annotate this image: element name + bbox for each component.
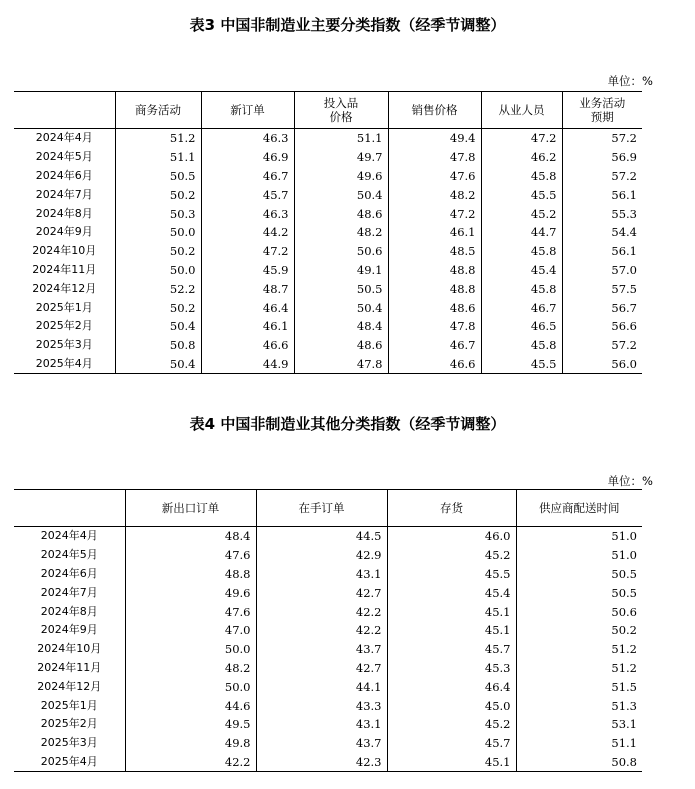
table3-cell: 50.0 [115, 261, 201, 280]
table3-row [14, 355, 642, 374]
table4 [14, 489, 642, 772]
table3-cell: 46.3 [201, 129, 294, 148]
table3-cell: 44.2 [201, 223, 294, 242]
table4-row-label: 2025年4月 [40, 754, 98, 768]
table3-cell: 44.9 [201, 355, 294, 374]
table3-cell: 57.5 [562, 279, 642, 298]
table4-cell: 48.2 [125, 659, 256, 678]
table3-cell: 47.2 [388, 204, 481, 223]
table4-cell: 50.5 [516, 583, 642, 602]
table3-column-header: 业务活动 预期 [562, 92, 642, 129]
table3-cell: 56.1 [562, 242, 642, 261]
table3-column-header: 从业人员 [481, 92, 562, 129]
table3-cell: 46.7 [201, 167, 294, 186]
table4-cell: 42.7 [256, 583, 387, 602]
table3-cell: 46.2 [481, 148, 562, 167]
table3-cell: 50.2 [115, 185, 201, 204]
table3-title: 表3 中国非制造业主要分类指数（经季节调整） [189, 16, 506, 34]
table4-cell: 45.2 [387, 546, 516, 565]
table3-row-label: 2025年3月 [35, 338, 93, 352]
table4-column-header: 在手订单 [256, 490, 387, 527]
table4-cell: 43.3 [256, 696, 387, 715]
table3-cell: 51.2 [115, 129, 201, 148]
table3-column-header: 商务活动 [115, 92, 201, 129]
table4-row-label: 2024年11月 [37, 660, 102, 674]
table3-cell: 56.9 [562, 148, 642, 167]
table3-row [14, 261, 642, 280]
table3-row [14, 129, 642, 148]
table3-row-label: 2024年7月 [35, 187, 93, 201]
table3-cell: 47.6 [388, 167, 481, 186]
table3-cell: 46.1 [388, 223, 481, 242]
table3-cell: 48.2 [388, 185, 481, 204]
table3-cell: 47.8 [294, 355, 388, 374]
table4-cell: 42.2 [256, 602, 387, 621]
table4-cell: 49.6 [125, 583, 256, 602]
table3-cell: 45.8 [481, 279, 562, 298]
table4-row [14, 715, 642, 734]
table4-column-header [14, 490, 125, 527]
table3-cell: 55.3 [562, 204, 642, 223]
table3-unit: 单位：% [607, 74, 653, 88]
table3-row-label: 2024年10月 [32, 244, 97, 258]
table4-cell: 45.3 [387, 659, 516, 678]
table4-row [14, 640, 642, 659]
table4-unit: 单位：% [607, 474, 653, 488]
table4-cell: 44.1 [256, 677, 387, 696]
table4-cell: 47.6 [125, 546, 256, 565]
table4-row-label: 2024年9月 [40, 623, 98, 637]
table4-cell: 46.0 [387, 527, 516, 546]
table3-cell: 56.0 [562, 355, 642, 374]
table3-cell: 48.6 [388, 298, 481, 317]
table4-cell: 42.2 [256, 621, 387, 640]
table3-cell: 56.6 [562, 317, 642, 336]
table3-cell: 46.9 [201, 148, 294, 167]
table3-row [14, 298, 642, 317]
table4-cell: 45.0 [387, 696, 516, 715]
table3-cell: 46.3 [201, 204, 294, 223]
table3-column-header [14, 92, 115, 129]
table3-row-label: 2025年2月 [35, 319, 93, 333]
table4-cell: 44.6 [125, 696, 256, 715]
table4-row [14, 527, 642, 546]
table3-cell: 48.6 [294, 336, 388, 355]
table3-row [14, 336, 642, 355]
table3-row-label: 2024年8月 [35, 206, 93, 220]
table3-column-header: 投入品 价格 [294, 92, 388, 129]
table4-cell: 44.5 [256, 527, 387, 546]
table3-cell: 50.6 [294, 242, 388, 261]
table4-cell: 51.0 [516, 527, 642, 546]
table4-row [14, 677, 642, 696]
table4-row [14, 565, 642, 584]
table4-row-label: 2024年6月 [40, 566, 98, 580]
table3-cell: 50.4 [115, 355, 201, 374]
table3-cell: 46.6 [201, 336, 294, 355]
table4-row [14, 621, 642, 640]
table4-row-label: 2025年2月 [40, 717, 98, 731]
table4-cell: 51.2 [516, 659, 642, 678]
table3-cell: 45.8 [481, 242, 562, 261]
table4-row [14, 583, 642, 602]
table3-row-label: 2024年9月 [35, 225, 93, 239]
table3-cell: 45.9 [201, 261, 294, 280]
table3-cell: 57.2 [562, 167, 642, 186]
table3-cell: 57.0 [562, 261, 642, 280]
table3-cell: 48.5 [388, 242, 481, 261]
table3-cell: 48.2 [294, 223, 388, 242]
table3-row [14, 279, 642, 298]
table4-cell: 48.4 [125, 527, 256, 546]
table3-row [14, 242, 642, 261]
table3-row [14, 185, 642, 204]
table3-cell: 48.8 [388, 279, 481, 298]
table3-cell: 48.8 [388, 261, 481, 280]
table4-row [14, 734, 642, 753]
table3-cell: 49.6 [294, 167, 388, 186]
table4-cell: 50.8 [516, 753, 642, 772]
table3-cell: 51.1 [115, 148, 201, 167]
table4-row-label: 2024年5月 [40, 548, 98, 562]
table4-cell: 43.7 [256, 640, 387, 659]
table3-cell: 56.7 [562, 298, 642, 317]
table3-cell: 47.2 [201, 242, 294, 261]
table4-row-label: 2024年8月 [40, 604, 98, 618]
table4-row-label: 2024年7月 [40, 585, 98, 599]
table4-cell: 42.7 [256, 659, 387, 678]
table3-column-header: 新订单 [201, 92, 294, 129]
table3-column-header: 销售价格 [388, 92, 481, 129]
table4-column-header: 供应商配送时间 [516, 490, 642, 527]
table3-cell: 46.6 [388, 355, 481, 374]
table3-row-label: 2025年4月 [35, 356, 93, 370]
table3-cell: 47.8 [388, 148, 481, 167]
table3-row-label: 2025年1月 [35, 300, 93, 314]
table3-cell: 51.1 [294, 129, 388, 148]
table4-cell: 43.1 [256, 565, 387, 584]
table4-cell: 50.5 [516, 565, 642, 584]
table3-cell: 50.4 [115, 317, 201, 336]
table3-cell: 49.1 [294, 261, 388, 280]
table4-cell: 47.0 [125, 621, 256, 640]
table4-cell: 50.0 [125, 640, 256, 659]
table3-row-label: 2024年12月 [32, 281, 97, 295]
table4-cell: 50.0 [125, 677, 256, 696]
table3-header-row [14, 92, 642, 129]
table4-cell: 45.7 [387, 734, 516, 753]
table4-row-label: 2025年3月 [40, 736, 98, 750]
table3-cell: 45.8 [481, 336, 562, 355]
table4-row [14, 696, 642, 715]
table3-row [14, 167, 642, 186]
table4-cell: 51.0 [516, 546, 642, 565]
table4-cell: 47.6 [125, 602, 256, 621]
table4-cell: 51.1 [516, 734, 642, 753]
table4-column-header: 新出口订单 [125, 490, 256, 527]
table3-cell: 45.5 [481, 185, 562, 204]
table4-cell: 43.1 [256, 715, 387, 734]
table4-cell: 51.5 [516, 677, 642, 696]
table3-cell: 56.1 [562, 185, 642, 204]
table4-cell: 45.7 [387, 640, 516, 659]
table4-row-label: 2024年4月 [40, 529, 98, 543]
table3-row [14, 223, 642, 242]
table4-row [14, 602, 642, 621]
table3-cell: 50.5 [115, 167, 201, 186]
table4-cell: 45.4 [387, 583, 516, 602]
table4-cell: 42.2 [125, 753, 256, 772]
table3-cell: 46.5 [481, 317, 562, 336]
table3-cell: 50.2 [115, 298, 201, 317]
table3-row [14, 148, 642, 167]
table4-title: 表4 中国非制造业其他分类指数（经季节调整） [189, 415, 506, 433]
table3-cell: 54.4 [562, 223, 642, 242]
table3-row [14, 204, 642, 223]
table3-cell: 57.2 [562, 336, 642, 355]
table3-row-label: 2024年6月 [35, 168, 93, 182]
table3-row-label: 2024年4月 [35, 131, 93, 145]
table4-cell: 51.3 [516, 696, 642, 715]
table3-cell: 45.5 [481, 355, 562, 374]
table3-row-label: 2024年11月 [32, 262, 97, 276]
table4-cell: 50.2 [516, 621, 642, 640]
table3-cell: 50.4 [294, 185, 388, 204]
table4-cell: 42.3 [256, 753, 387, 772]
table3-cell: 49.4 [388, 129, 481, 148]
table4-cell: 45.1 [387, 621, 516, 640]
table3-cell: 46.1 [201, 317, 294, 336]
table3-cell: 45.2 [481, 204, 562, 223]
table3-cell: 48.4 [294, 317, 388, 336]
table4-row-label: 2025年1月 [40, 698, 98, 712]
table3-cell: 50.3 [115, 204, 201, 223]
table3-cell: 46.4 [201, 298, 294, 317]
table3-cell: 46.7 [481, 298, 562, 317]
table3-cell: 49.7 [294, 148, 388, 167]
table4-cell: 45.5 [387, 565, 516, 584]
table3-cell: 47.2 [481, 129, 562, 148]
table3-row-label: 2024年5月 [35, 150, 93, 164]
table4-cell: 45.1 [387, 753, 516, 772]
table4-row-label: 2024年12月 [37, 679, 102, 693]
table4-cell: 43.7 [256, 734, 387, 753]
table3-cell: 46.7 [388, 336, 481, 355]
table3-cell: 48.7 [201, 279, 294, 298]
table3-cell: 47.8 [388, 317, 481, 336]
table4-cell: 46.4 [387, 677, 516, 696]
table4-row [14, 753, 642, 772]
table4-column-header: 存货 [387, 490, 516, 527]
table3-cell: 45.7 [201, 185, 294, 204]
table4-cell: 49.8 [125, 734, 256, 753]
table3-cell: 45.4 [481, 261, 562, 280]
table4-cell: 48.8 [125, 565, 256, 584]
table4-row [14, 659, 642, 678]
table3-cell: 50.0 [115, 223, 201, 242]
table4-row [14, 546, 642, 565]
table3-cell: 57.2 [562, 129, 642, 148]
table4-cell: 49.5 [125, 715, 256, 734]
table3-cell: 48.6 [294, 204, 388, 223]
table3-cell: 50.4 [294, 298, 388, 317]
table4-cell: 42.9 [256, 546, 387, 565]
table3 [14, 91, 642, 374]
table4-header-row [14, 490, 642, 527]
table4-cell: 51.2 [516, 640, 642, 659]
table3-cell: 44.7 [481, 223, 562, 242]
table3-cell: 50.8 [115, 336, 201, 355]
table3-cell: 45.8 [481, 167, 562, 186]
table4-cell: 53.1 [516, 715, 642, 734]
table3-cell: 52.2 [115, 279, 201, 298]
table4-cell: 45.2 [387, 715, 516, 734]
table4-row-label: 2024年10月 [37, 642, 102, 656]
table3-row [14, 317, 642, 336]
table4-cell: 45.1 [387, 602, 516, 621]
table3-cell: 50.5 [294, 279, 388, 298]
table4-cell: 50.6 [516, 602, 642, 621]
table3-cell: 50.2 [115, 242, 201, 261]
